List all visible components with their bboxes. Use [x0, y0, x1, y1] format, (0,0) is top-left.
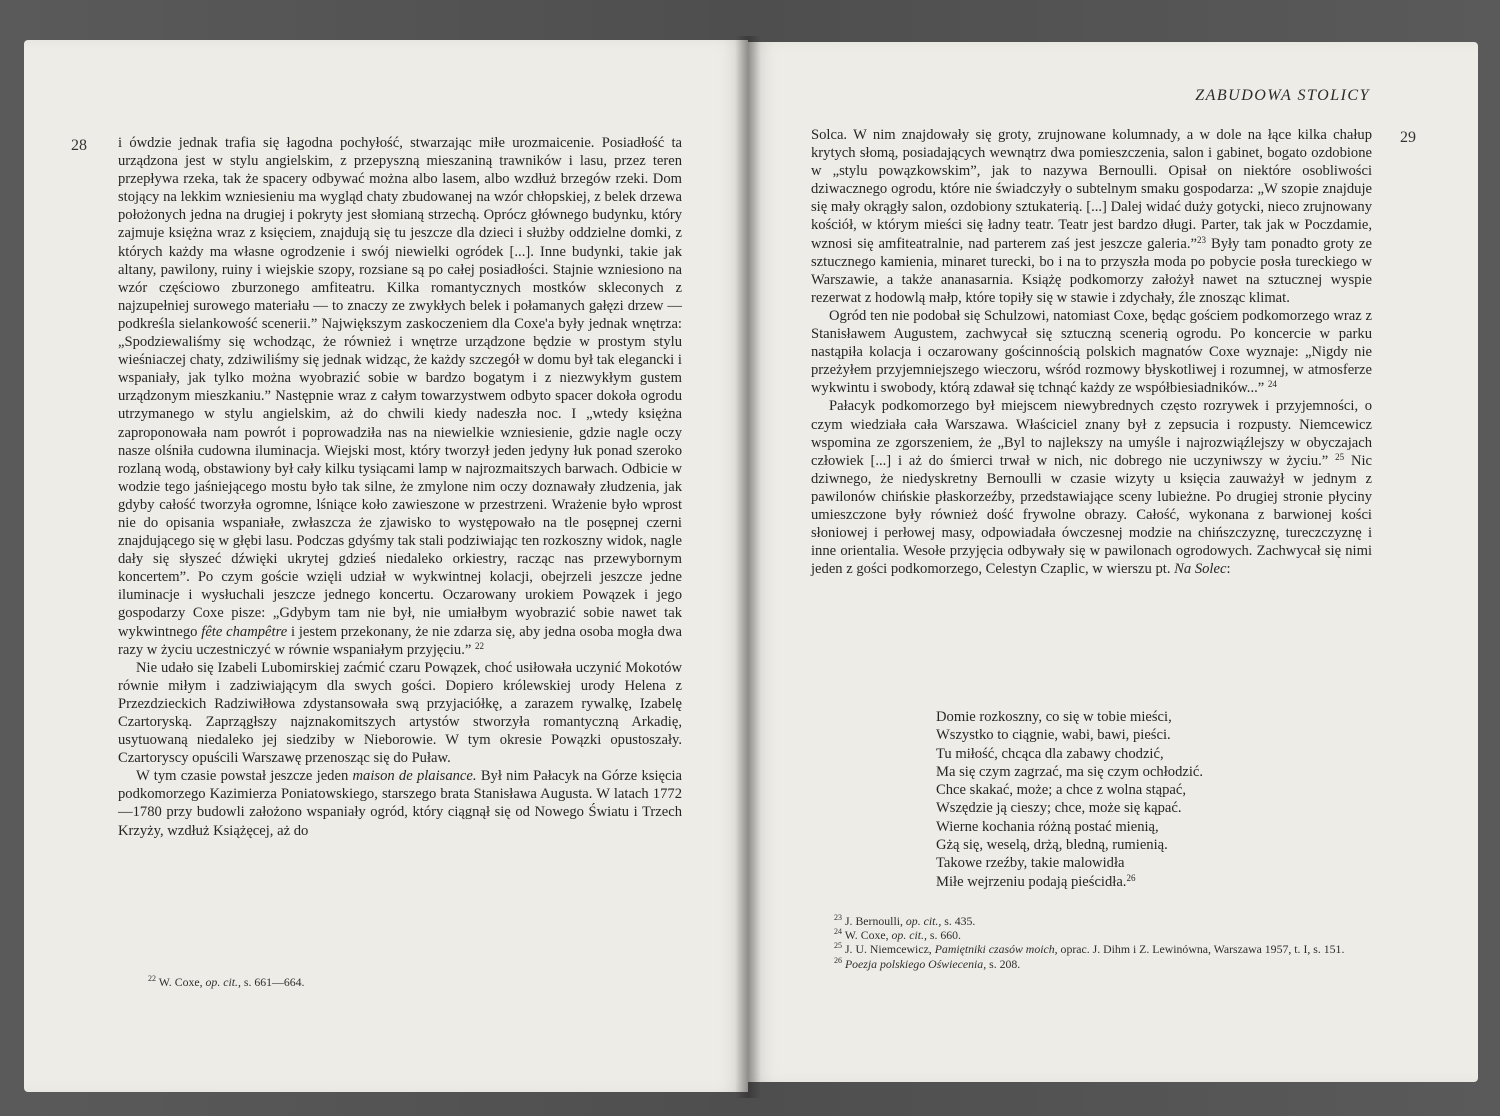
poem: [936, 708, 1256, 891]
footnote-italic: Pamiętniki czasów moich,: [934, 942, 1058, 957]
paragraph-text: Solca. W nim znajdowały się groty, zrujnowane kolumnady, a w dole na łące kilka chałup krytych słomą, posiadających wewnątrz dwa pomieszczenia, salon i gabinet, bogato ozdobione w „stylu powązkowskim”, jak to nazywa Bernoulli. Opisał on niektóre osobliwości dziwacznego ogrodu, które nie świadczyły o subtelnym smaku gospodarza: „W szopie znajduje się mały okrągły salon, ozdobiony sztukaterią. [...] Dalej widać duży gotycki, nieco zrujnowany kościół, w którym mieści się ładny teatr. Teatr jest bardzo długi. Parter, tak jak w Poczdamie, wznosi się amfiteatralnie, nad parterem zaś jest jeszcze galeria.”: [811, 127, 1372, 252]
footnote-ref: 24: [1267, 379, 1277, 390]
footnote-number: 23: [834, 913, 842, 922]
footnote: [132, 975, 672, 989]
right-body-text: [811, 126, 1372, 578]
left-footnotes: [132, 975, 672, 989]
left-body-text: [118, 134, 682, 840]
footnote-ref: 23: [1196, 234, 1206, 245]
left-page: [24, 40, 748, 1092]
footnote-italic: Poezja polskiego Oświecenia,: [844, 956, 987, 971]
footnote: [818, 942, 1378, 956]
paragraph-text: Były tam ponadto groty ze sztucznego kamienia, minaret turecki, bo i na to przyszła moda po pobycie posła tureckiego w Warszawie, a także ananasarnia. Książę podkomorzy założył nawet na sztucznej wyspie rezerwat z hodowlą małp, które topiły się w stawie i zdychały, źle znosząc klimat.: [811, 235, 1372, 306]
poem-line: Wszędzie ją cieszy; chce, może się kąpać.: [936, 800, 1182, 817]
poem-line: [936, 873, 1256, 891]
footnote-number: 25: [834, 941, 842, 951]
book-gutter: [735, 36, 761, 1098]
paragraph-text: W tym czasie powstał jeszcze jeden: [136, 768, 349, 785]
footnote-text: J. U. Niemcewicz,: [844, 942, 932, 957]
paragraph-text: Nie udało się Izabeli Lubomirskiej zaćmić czaru Powązek, choć usiłowała uczynić Mokotów równie miłym i zadziwiającym dla swych gości. Dopiero królewskiej urody Helena z Przezdzieckich Radziwiłłowa zdystansowała swą przyjaciółkę, a zarazem rywalkę, Izabelę Czartoryską. Zaprzągłszy najznakomitszych artystów stworzyła romantyczną Arkadię, usytuowaną niedaleko jej siedziby w Nieborowie. W tym okresie Powązki opustoszały. Czartoryscy opuścili Warszawę przenosząc się do Puław.: [118, 659, 682, 767]
punctuation: :: [1226, 561, 1231, 578]
paragraph: [118, 134, 682, 659]
footnote-text: s. 435.: [944, 914, 976, 928]
footnote: [818, 928, 1378, 942]
paragraph: [811, 397, 1372, 578]
footnote: [818, 914, 1378, 928]
right-page: [748, 42, 1478, 1082]
footnote-text: W. Coxe,: [158, 975, 203, 989]
page-number-right: 29: [1400, 129, 1416, 146]
poem-line: Wszystko to ciągnie, wabi, bawi, pieści.: [936, 727, 1171, 744]
paragraph: [811, 126, 1372, 307]
footnote-text: s. 660.: [929, 928, 961, 943]
footnote-text: W. Coxe,: [844, 928, 889, 943]
poem-line: Tu miłość, chcąca dla zabawy chodzić,: [936, 745, 1164, 762]
poem-line: Takowe rzeźby, takie malowidła: [936, 855, 1125, 872]
running-head: ZABUDOWA STOLICY: [1195, 87, 1370, 104]
poem-line: Wierne kochania różną postać mienią,: [936, 818, 1159, 835]
footnote-text: oprac. J. Dihm i Z. Lewinówna, Warszawa 1957, t. I, s. 151.: [1060, 942, 1345, 957]
footnote-italic: op. cit.,: [205, 975, 241, 989]
poem-line: Ma się czym zagrzać, ma się czym ochłodzić.: [936, 763, 1204, 780]
paragraph-text: Pałacyk podkomorzego był miejscem niewybrednych często rozrywek i przyjemności, o czym wiedziała cała Warszawa. Właściciel znany był z zepsucia i rozpusty. Niemcewicz wspomina ze zgorszeniem, że „Byl to najlekszy na umyśle i najrozwiąźlejszy w obyczajach człowiek [...] i aż do śmierci trwał w nich, nic dobrego nie uczyniwszy w życiu.”: [811, 398, 1372, 469]
footnote-text: s. 208.: [989, 956, 1021, 971]
footnote-italic: op. cit.,: [905, 914, 942, 928]
page-number-left: 28: [71, 137, 87, 154]
footnote-number: 26: [834, 955, 842, 965]
footnote-italic: op. cit.,: [891, 928, 927, 943]
paragraph-text: Nic dziwnego, że niedyskretny Bernoulli w czasie wizyty u księcia zauważył w jednym z pawilonów chińskie płaskorzeźby, przedstawiające sceny lubieżne. Po drugiej stronie płyciny umieszczone były również dość frywolne obrazy. Całość, wykonana z barwionej kości słoniowej i perłowej masy, odpowiadała ówczesnej modzie na chińszczyznę, tureczczyznę i inne orientalia. Wesołe przyjęcia odbywały się w pawilonach ogrodowych. Zachwycał się nimi jeden z gości podkomorzego, Celestyn Czaplic, w wierszu pt.: [811, 452, 1373, 578]
paragraph-text: Ogród ten nie podobał się Schulzowi, natomiast Coxe, będąc gościem podkomorzego wraz z Stanisławem Augustem, zachwycał się sztuczną scenerią ogrodu. Po koncercie w parku nastąpiła kolacja i oczarowany gościnnością polskich magnatów Coxe wyznaje: „Nigdy nie przeżyłem przyjemniejszego wieczoru, wśród rozmowy błyskotliwej i rozumnej, w atmosferze wykwintu i swobody, którą zdawał się tchnąć każdy ze współbiesiadników...”: [811, 307, 1372, 397]
poem-line: Chce skakać, może; a chce z wolna stąpać,: [936, 782, 1186, 799]
footnote-ref: 25: [1335, 451, 1345, 462]
italic-phrase: maison de plaisance.: [352, 768, 477, 785]
footnote-number: 22: [148, 974, 156, 983]
paragraph: [118, 767, 682, 839]
paragraph: [811, 307, 1372, 397]
right-footnotes: [818, 914, 1378, 971]
poem-line: Domie rozkoszny, co się w tobie mieści,: [936, 709, 1172, 725]
poem-line-text: Miłe wejrzeniu podają pieścidła.: [936, 873, 1127, 890]
footnote-text: J. Bernoulli,: [844, 914, 903, 928]
footnote-text: s. 661—664.: [243, 975, 305, 989]
italic-title: Na Solec: [1174, 561, 1227, 578]
paragraph-text: Był nim Pałacyk na Górze księcia podkomorzego Kazimierza Poniatowskiego, starszego brata Stanisława Augusta. W latach 1772—1780 przy budowli założono wspaniały ogród, który ciągnął się od Nowego Światu i Trzech Krzyży, wzdłuż Książęcej, aż do: [118, 768, 683, 839]
paragraph: [118, 659, 682, 768]
paragraph-text: i jestem przekonany, że nie zdarza się, aby jedna osoba mogła dwa razy w życiu uczestniczyć w równie wspaniałym przyjęciu.”: [118, 623, 682, 658]
footnote-ref: 26: [1126, 872, 1136, 883]
footnote: [818, 957, 1378, 971]
footnote-ref: 22: [475, 640, 484, 651]
poem-line: Gżą się, weselą, drżą, bledną, rumienią.: [936, 837, 1168, 854]
footnote-number: 24: [834, 927, 842, 937]
italic-phrase: fête champêtre: [201, 623, 288, 640]
paragraph-text: i ówdzie jednak trafia się łagodna pochyłość, stwarzając miłe urozmaicenie. Posiadłość ta urządzona jest w stylu angielskim, z przepyszną mieszaniną trawników i lasu, przez teren przepływa rzeka, tak że spacery odbywać można albo lasem, albo wzdłuż brzegów rzeki. Dom stojący na lekkim wzniesieniu ma wygląd chaty zbudowanej na wzór chłopskiej, z belek drzewa położonych jedna na drugiej i pokryty jest słomianą strzechą. Oprócz głównego budynku, który zajmuje księżna wraz z księciem, znajdują się tu jeszcze dla dzieci i służby oddzielne domki, z których każdy ma własne ogrodzenie i swój niewielki ogródek [...]. Inne budynki, takie jak altany, pawilony, ruiny i wiejskie szopy, rozsiane są po całej posiadłości. Stajnie wzniesiono na wzór częściowo zburzonego amfiteatru. Kilka romantycznych mostków skleconych z najzupełniej surowego materiału — to znaczy ze zwykłych belek i połamanych gałęzi drzew — podkreśla sielankowość scenerii.” Największym zaskoczeniem dla Coxe'a były jednak wnętrza: „Spodziewaliśmy się wchodząc, że również i wnętrze urządzone będzie w prostym stylu wieśniaczej chaty, zdziwiliśmy się jednak widząc, że każdy szczegół w domu był tak elegancki i wspaniały, jak tylko można wyobrazić sobie w bardzo bogatym i z niezwykłym gustem urządzonym mieszkaniu.” Następnie wraz z całym towarzystwem odbyto spacer dokoła ogrodu utrzymanego w stylu angielskim, aż do chwili kiedy nadeszła noc. I „wtedy księżna zaproponowała nam powrót i poprowadziła nas na niewielkie wzniesienie, gdzie nagle oczy nasze olśniła cudowna iluminacja. Wiejski most, który tworzył jeden jedyny łuk ponad szeroko rozlaną wodą, obstawiony był cały kilku tysiącami lamp w najrozmaitszych barwach. Odbicie w wodzie tego jaśniejącego mostu było tak silne, że zmylone nim oczy doznawały złudzenia, jak gdyby całość tworzyła ogromne, lśniące koło zawieszone w przestrzeni. Wrażenie było wprost nie do opisania wspaniałe, zwłaszcza że zjawisko to występowało na tle posępnej czerni znajdującego się w głębi lasu. Podczas gdyśmy tak stali podziwiając ten rozkoszny widok, nagle dały się słyszeć dźwięki ukrytej gdzieś niedaleko orkiestry, racząc nas przewybornym koncertem”. Po czym goście wzięli udział w wykwintnej kolacji, obejrzeli jeszcze jedne iluminacje i wysłuchali jeszcze jednego koncertu. Oczarowany urokiem Powązek i jego gospodarzy Coxe pisze: „Gdybym tam nie był, nie umiałbym wyobrazić sobie nawet tak wykwintnego: [118, 135, 682, 640]
